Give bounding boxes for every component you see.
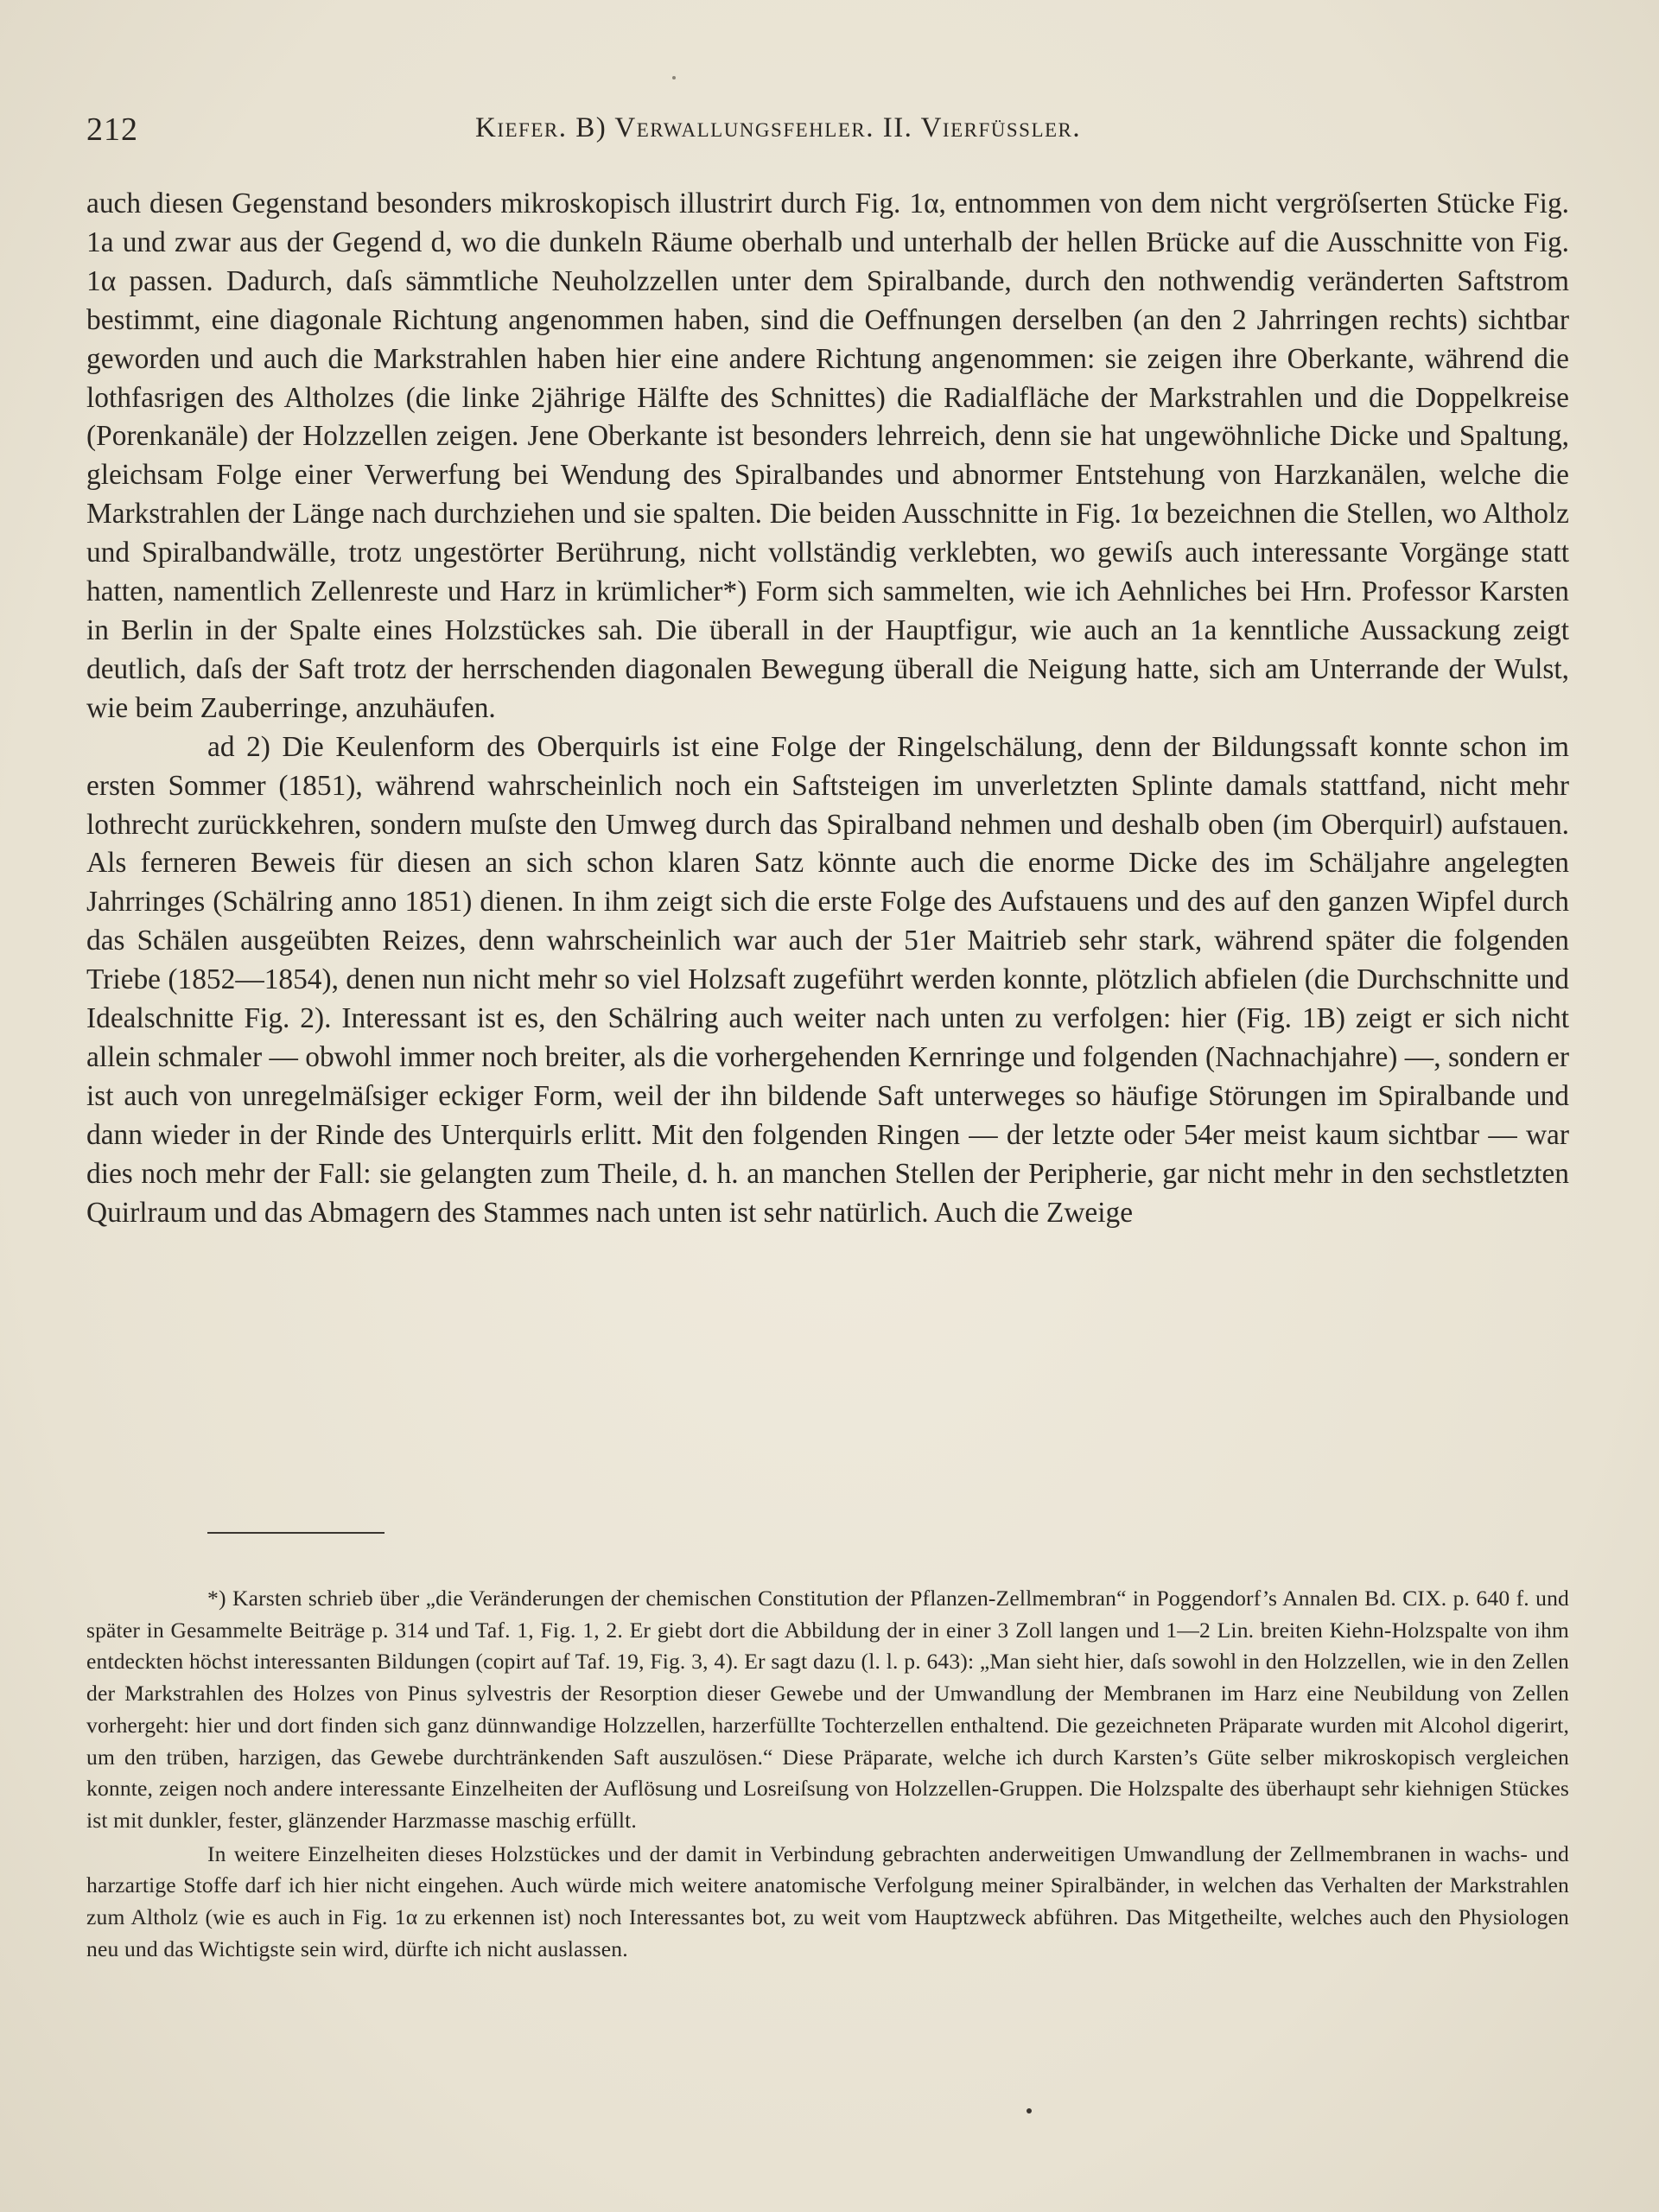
ink-speck xyxy=(672,76,676,79)
page-number: 212 xyxy=(86,111,138,148)
running-head: Kiefer. B) Verwallungsfehler. II. Vierfüssler. xyxy=(475,112,1082,143)
body-paragraph: auch diesen Gegenstand besonders mikroskopisch illustrirt durch Fig. 1α, entnommen von dem nicht vergröſserten Stücke Fig. 1a und zwar aus der Gegend d, wo die dunkeln Räume oberhalb und unterhalb der hellen Brücke auf die Ausschnitte von Fig. 1α passen. Dadurch, daſs sämmtliche Neuholzzellen unter dem Spiralbande, durch den nothwendig veränderten Saftstrom bestimmt, eine diagonale Richtung angenommen haben, sind die Oeffnungen derselben (an den 2 Jahrringen rechts) sichtbar geworden und auch die Markstrahlen haben hier eine andere Richtung angenommen: sie zeigen ihre Oberkante, während die lothfasrigen des Altholzes (die linke 2jährige Hälfte des Schnittes) die Radialfläche der Markstrahlen und die Doppelkreise (Porenkanäle) der Holzzellen zeigen. Jene Oberkante ist besonders lehrreich, denn sie hat ungewöhnliche Dicke und Spaltung, gleichsam Folge einer Verwerfung bei Wendung des Spiralbandes und abnormer Entstehung von Harzkanälen, welche die Markstrahlen der Länge nach durchziehen und sie spalten. Die beiden Ausschnitte in Fig. 1α bezeichnen die Stellen, wo Altholz und Spiralbandwälle, trotz ungestörter Berührung, nicht vollständig verklebten, wo gewiſs auch interessante Vorgänge statt hatten, namentlich Zellenreste und Harz in krümlicher*) Form sich sammelten, wie ich Aehnliches bei Hrn. Professor Karsten in Berlin in der Spalte eines Holzstückes sah. Die überall in der Hauptfigur, wie auch an 1a kenntliche Aussackung zeigt deutlich, daſs der Saft trotz der herrschenden diagonalen Bewegung überall die Neigung hatte, sich am Unterrande der Wulst, wie beim Zauberringe, anzuhäufen. xyxy=(86,188,1569,724)
footnotes xyxy=(86,1583,1569,1965)
footnote-paragraph: *) Karsten schrieb über „die Veränderungen der chemischen Constitution der Pflanzen-Zellmembran“ in Poggendorf’s Annalen Bd. CIX. p. 640 f. und später in Gesammelte Beiträge p. 314 und Taf. 1, Fig. 1, 2. Er giebt dort die Abbildung der in einer 3 Zoll langen und 1—2 Lin. breiten Kiehn-Holzspalte von ihm entdeckten höchst interessanten Bildungen (copirt auf Taf. 19, Fig. 3, 4). Er sagt dazu (l. l. p. 643): „Man sieht hier, daſs sowohl in den Holzzellen, wie in den Zellen der Markstrahlen des Holzes von Pinus sylvestris der Resorption dieser Gewebe und der Umwandlung der Membranen im Harz eine Neubildung von Zellen vorhergeht: hier und dort finden sich ganz dünnwandige Holzzellen, harzerfüllte Tochterzellen enthaltend. Die gezeichneten Präparate wurden mit Alcohol digerirt, um den trüben, harzigen, das Gewebe durchtränkenden Saft auszulösen.“ Diese Präparate, welche ich durch Karsten’s Güte selber mikroskopisch vergleichen konnte, zeigen noch andere interessante Einzelheiten der Auflösung und Losreiſsung von Holzzellen-Gruppen. Die Holzspalte des überhaupt sehr kiehnigen Stückes ist mit dunkler, fester, glänzender Harzmasse maschig erfüllt. xyxy=(86,1586,1569,1833)
body-text xyxy=(86,185,1569,1232)
footnote-rule xyxy=(207,1532,385,1534)
body-paragraph: ad 2) Die Keulenform des Oberquirls ist eine Folge der Ringelschälung, denn der Bildungssaft konnte schon im ersten Sommer (1851), während wahrscheinlich noch ein Saftsteigen im unverletzten Splinte damals stattfand, nicht mehr lothrecht zurückkehren, sondern muſste den Umweg durch das Spiralband nehmen und deshalb oben (im Oberquirl) aufstauen. Als ferneren Beweis für diesen an sich schon klaren Satz könnte auch die enorme Dicke des im Schäljahre angelegten Jahrringes (Schälring anno 1851) dienen. In ihm zeigt sich die erste Folge des Aufstauens und des auf den ganzen Wipfel durch das Schälen ausgeübten Reizes, denn wahrscheinlich war auch der 51er Maitrieb sehr stark, während später die folgenden Triebe (1852—1854), denen nun nicht mehr so viel Holzsaft zugeführt werden konnte, plötzlich abfielen (die Durchschnitte und Idealschnitte Fig. 2). Interessant ist es, den Schälring auch weiter nach unten zu verfolgen: hier (Fig. 1B) zeigt er sich nicht allein schmaler — obwohl immer noch breiter, als die vorhergehenden Kernringe und folgenden (Nachnachjahre) —, sondern er ist auch von unregelmäſsiger eckiger Form, weil der ihn bildende Saft unterweges so häufige Störungen im Spiralbande und dann wieder in der Rinde des Unterquirls erlitt. Mit den folgenden Ringen — der letzte oder 54er meist kaum sichtbar — war dies noch mehr der Fall: sie gelangten zum Theile, d. h. an manchen Stellen der Peripherie, gar nicht mehr in den sechstletzten Quirlraum und das Abmagern des Stammes nach unten ist sehr natürlich. Auch die Zweige xyxy=(86,730,1569,1229)
ink-speck xyxy=(1027,2108,1032,2113)
page-header xyxy=(86,111,1568,152)
footnote-paragraph: In weitere Einzelheiten dieses Holzstückes und der damit in Verbindung gebrachten anderweitigen Umwandlung der Zellmembranen in wachs- und harzartige Stoffe darf ich hier nicht eingehen. Auch würde mich weitere anatomische Verfolgung meiner Spiralbänder, in welchen das Verhalten der Markstrahlen zum Altholz (wie es auch in Fig. 1α zu erkennen ist) noch Interessantes bot, zu weit vom Hauptzweck abführen. Das Mitgetheilte, welches auch den Physiologen neu und das Wichtigste sein wird, dürfte ich nicht auslassen. xyxy=(86,1840,1569,1961)
